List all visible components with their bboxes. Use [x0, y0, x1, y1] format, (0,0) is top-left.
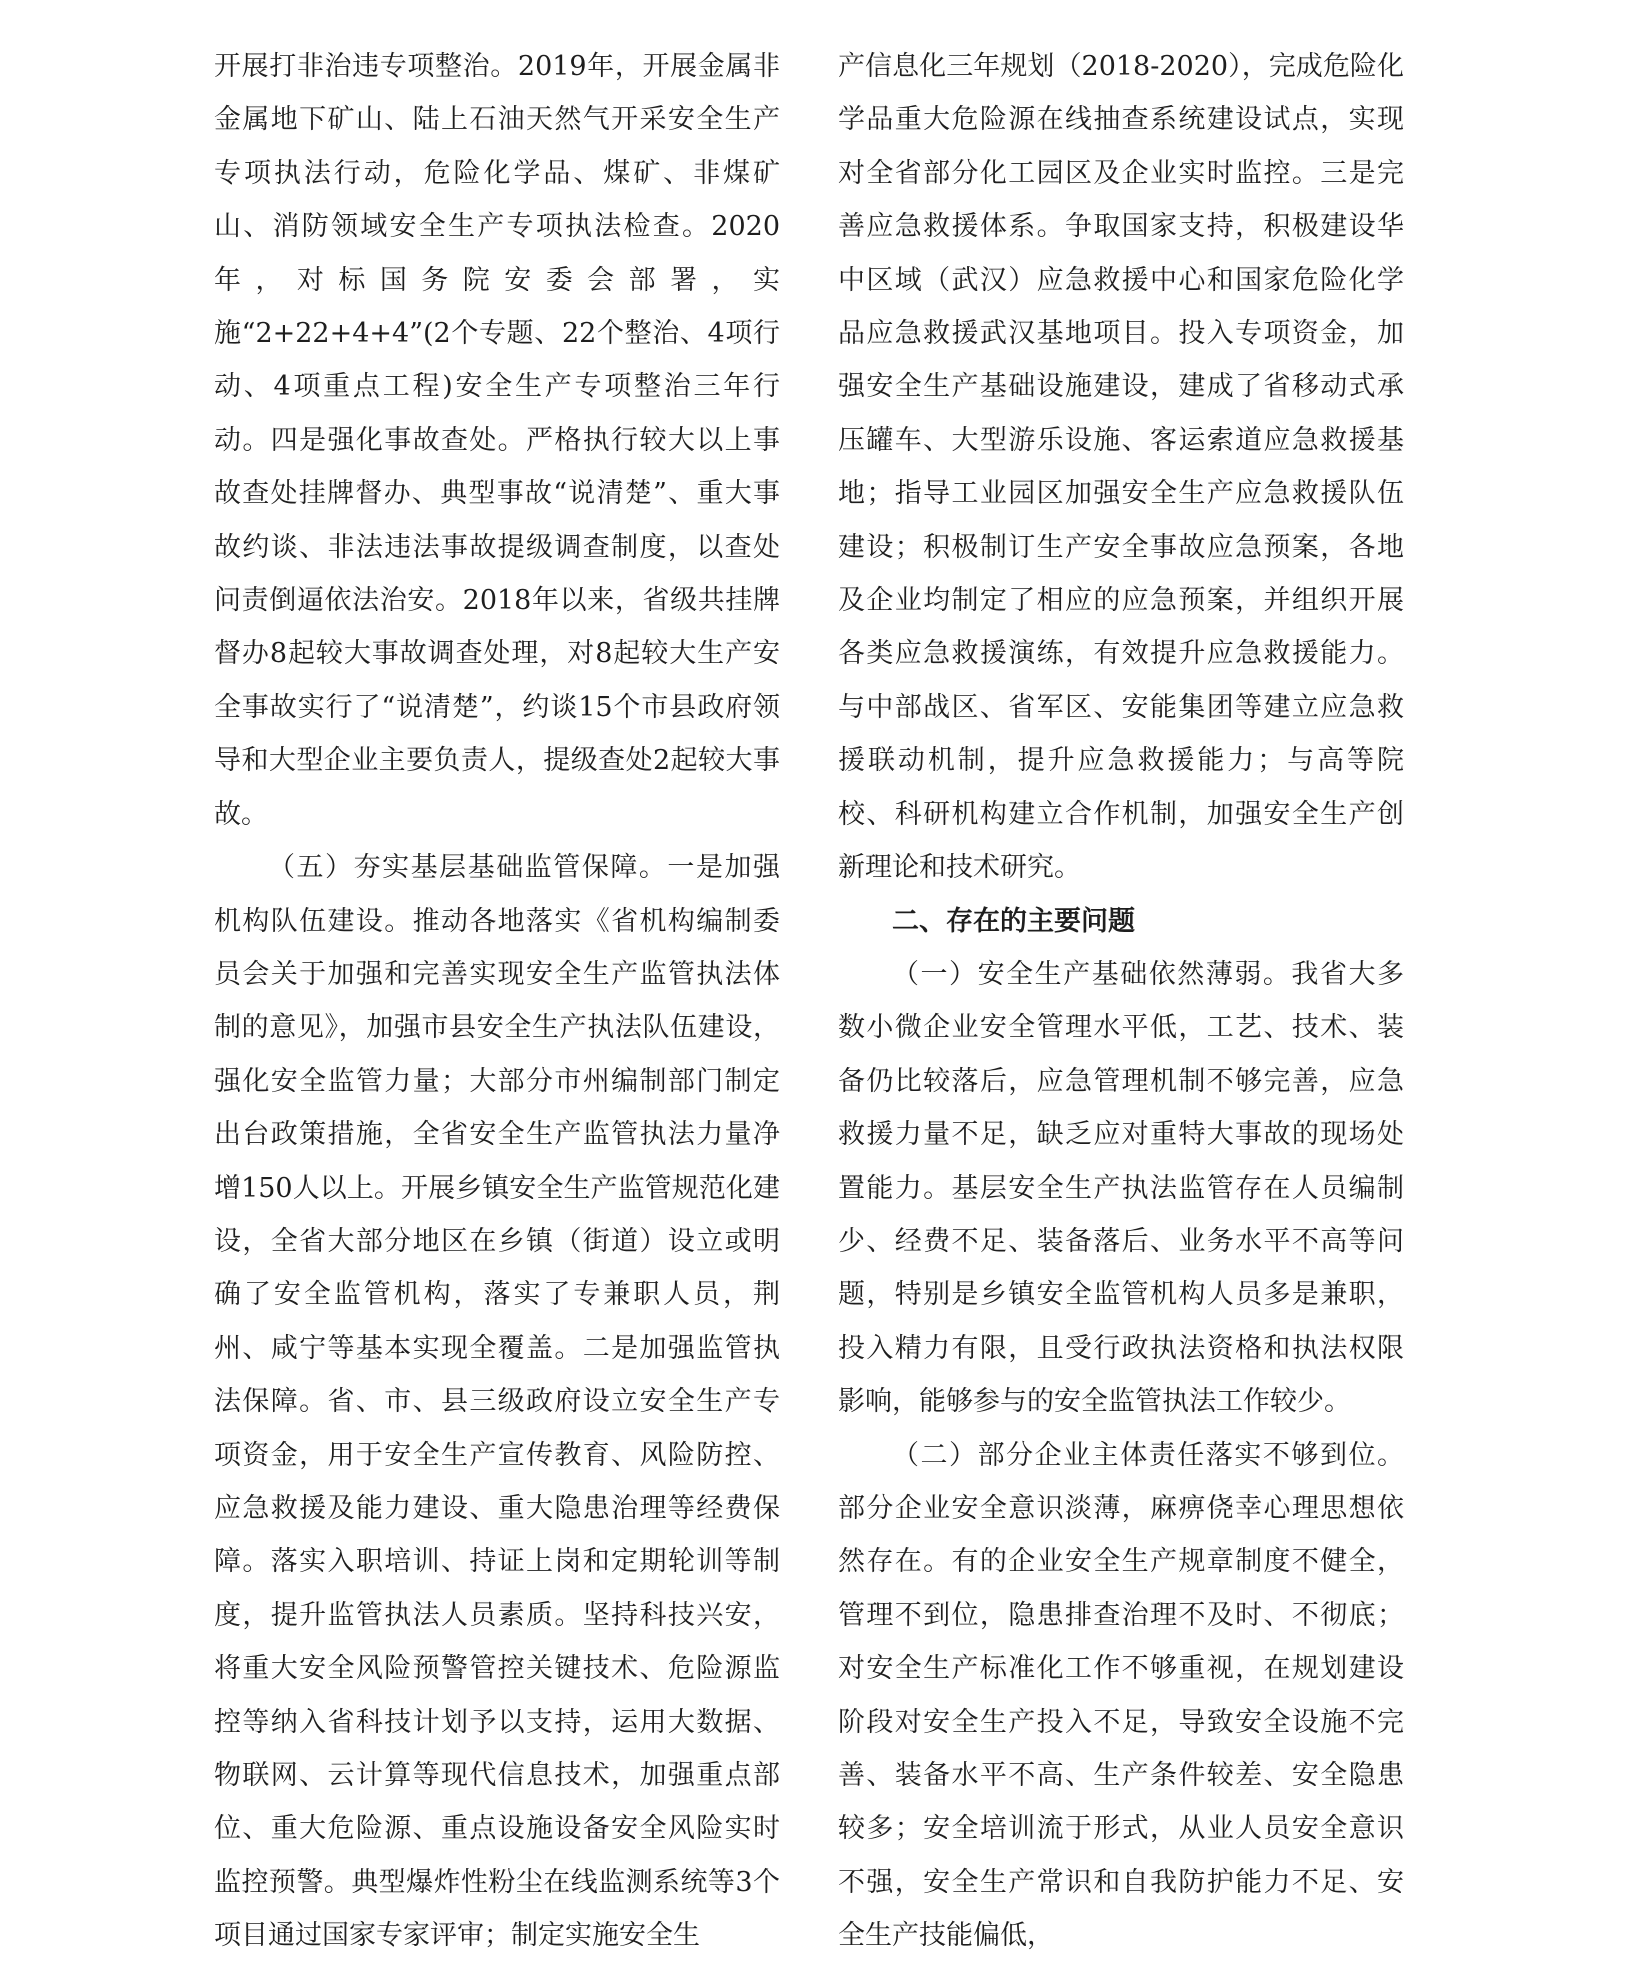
paragraph-emergency-rescue: 产信息化三年规划（2018-2020），完成危险化学品重大危险源在线抽查系统建设试点，实现对全省部分化工园区及企业实时监控。三是完善应急救援体系。争取国家支持，积极建设华中区域（武汉）应急救援中心和国家危险化学品应急救援武汉基地项目。投入专项资金，加强安全生产基础设施建设，建成了省移动式承压罐车、大型游乐设施、客运索道应急救援基地；指导工业园区加强安全生产应急救援队伍建设；积极制订生产安全事故应急预案，各地及企业均制定了相应的应急预案，并组织开展各类应急救援演练，有效提升应急救援能力。与中部战区、省军区、安能集团等建立应急救援联动机制，提升应急救援能力；与高等院校、科研机构建立合作机制，加强安全生产创新理论和技术研究。: [838, 51, 1404, 884]
section-heading-main-problems: 二、存在的主要问题: [892, 905, 1135, 937]
right-text-column: [838, 40, 1404, 1963]
paragraph-grassroots-supervision: （五）夯实基层基础监管保障。一是加强机构队伍建设。推动各地落实《省机构编制委员会关于加强和完善实现安全生产监管执法体制的意见》，加强市县安全生产执法队伍建设，强化安全监管力量；大部分市州编制部门制定出台政策措施，全省安全生产监管执法力量净增150人以上。开展乡镇安全生产监管规范化建设，全省大部分地区在乡镇（街道）设立或明确了安全监管机构，落实了专兼职人员，荆州、咸宁等基本实现全覆盖。二是加强监管执法保障。省、市、县三级政府设立安全生产专项资金，用于安全生产宣传教育、风险防控、应急救援及能力建设、重大隐患治理等经费保障。落实入职培训、持证上岗和定期轮训等制度，提升监管执法人员素质。坚持科技兴安，将重大安全风险预警管控关键技术、危险源监控等纳入省科技计划予以支持，运用大数据、物联网、云计算等现代信息技术，加强重点部位、重大危险源、重点设施设备安全风险实时监控预警。典型爆炸性粉尘在线监测系统等3个项目通过国家专家评审；制定实施安全生: [214, 852, 780, 1952]
paragraph-accident-investigation: 开展打非治违专项整治。2019年，开展金属非金属地下矿山、陆上石油天然气开采安全生产专项执法行动，危险化学品、煤矿、非煤矿山、消防领域安全生产专项执法检查。2020年，对标国务院安委会部署，实施“2+22+4+4”(2个专题、22个整治、4项行动、4项重点工程)安全生产专项整治三年行动。四是强化事故查处。严格执行较大以上事故查处挂牌督办、典型事故“说清楚”、重大事故约谈、非法违法事故提级调查制度，以查处问责倒逼依法治安。2018年以来，省级共挂牌督办8起较大事故调查处理，对8起较大生产安全事故实行了“说清楚”，约谈15个市县政府领导和大型企业主要负责人，提级查处2起较大事故。: [214, 51, 780, 830]
left-text-column: [214, 40, 780, 1963]
paragraph-weak-foundation: （一）安全生产基础依然薄弱。我省大多数小微企业安全管理水平低，工艺、技术、装备仍比较落后，应急管理机制不够完善，应急救援力量不足，缺乏应对重特大事故的现场处置能力。基层安全生产执法监管存在人员编制少、经费不足、装备落后、业务水平不高等问题，特别是乡镇安全监管机构人员多是兼职，投入精力有限，且受行政执法资格和执法权限影响，能够参与的安全监管执法工作较少。: [838, 958, 1404, 1418]
paragraph-enterprise-responsibility: （二）部分企业主体责任落实不够到位。部分企业安全意识淡薄，麻痹侥幸心理思想依然存在。有的企业安全生产规章制度不健全，管理不到位，隐患排查治理不及时、不彻底；对安全生产标准化工作不够重视，在规划建设阶段对安全生产投入不足，导致安全设施不完善、装备水平不高、生产条件较差、安全隐患较多；安全培训流于形式，从业人员安全意识不强，安全生产常识和自我防护能力不足、安全生产技能偏低，: [838, 1439, 1404, 1952]
